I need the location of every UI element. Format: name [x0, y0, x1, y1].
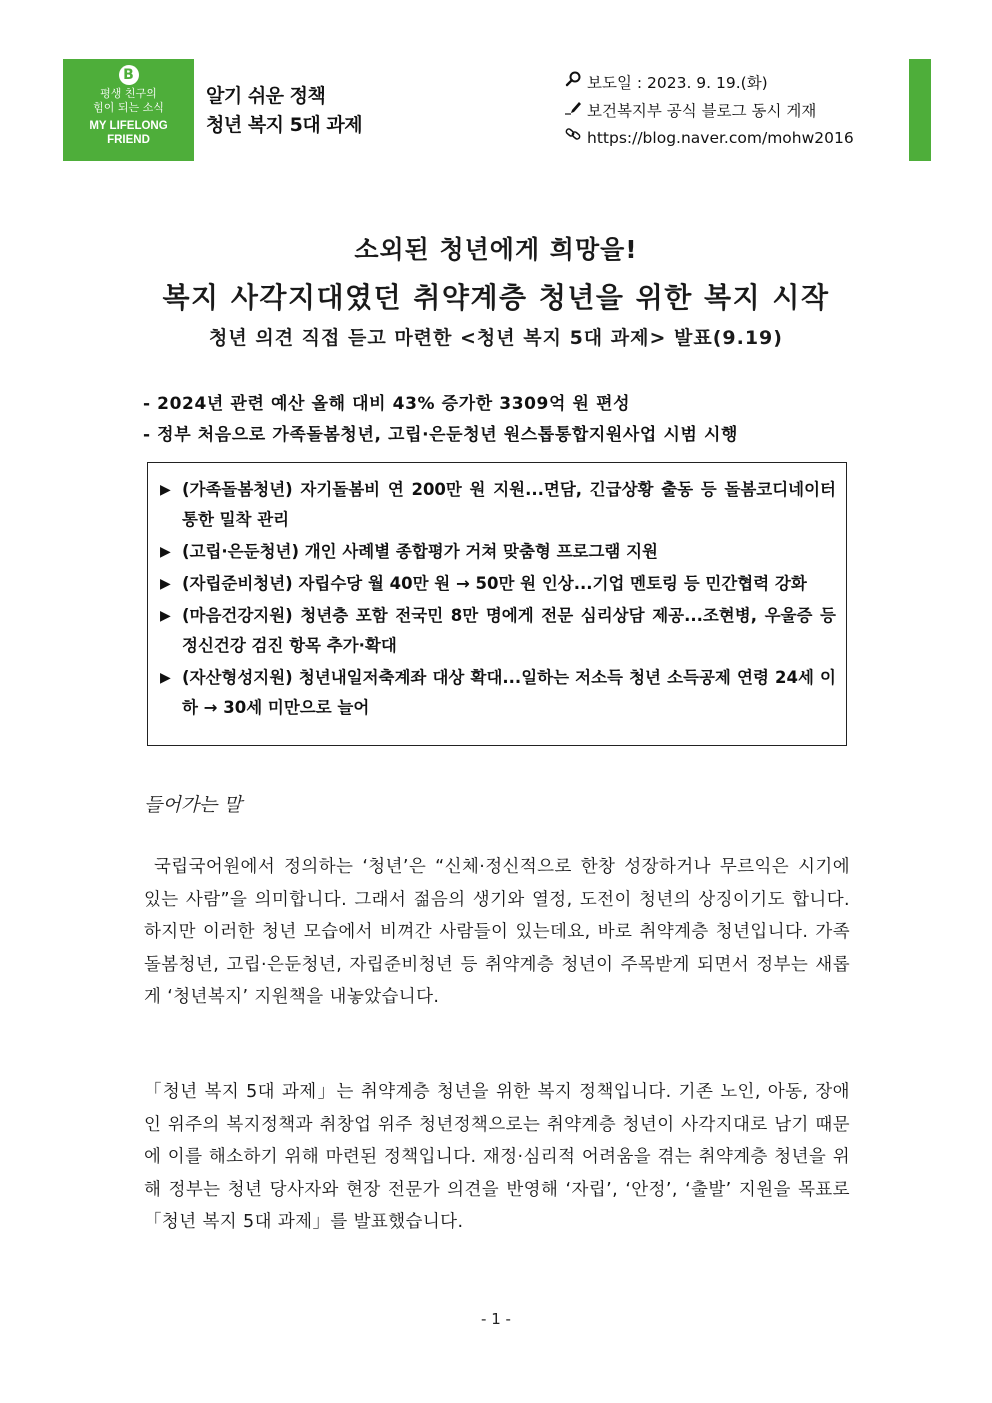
highlight-item: - 정부 처음으로 가족돌봄청년, 고립·은둔청년 원스톱통합지원사업 시범 시행 [143, 425, 739, 445]
meta-link-row[interactable] [565, 125, 854, 153]
logo-b-icon: B [119, 65, 139, 85]
series-heading [206, 82, 362, 140]
meta-date-row [565, 70, 854, 98]
logo-english-1: MY LIFELONG [89, 120, 168, 132]
triangle-bullet-icon: ▶ [160, 482, 171, 498]
summary-text: (가족돌봄청년) 자기돌봄비 연 200만 원 지원...면담, 긴급상황 출동 등 돌봄코디네이터 통한 밀착 관리 [182, 480, 836, 529]
triangle-bullet-icon: ▶ [160, 544, 171, 560]
summary-item [160, 663, 836, 723]
series-title: 알기 쉬운 정책 [206, 85, 326, 107]
summary-text: (자립준비청년) 자립수당 월 40만 원 → 50만 원 인상...기업 멘토링 등 민간협력 강화 [182, 574, 807, 593]
triangle-bullet-icon: ▶ [160, 670, 171, 686]
accent-bar [909, 59, 931, 161]
page-number: - 1 - [481, 1310, 511, 1328]
triangle-bullet-icon: ▶ [160, 608, 171, 624]
logo-english-2: FRIEND [107, 134, 150, 146]
triangle-bullet-icon: ▶ [160, 576, 171, 592]
blog-url-link[interactable]: https://blog.naver.com/mohw2016 [587, 129, 854, 147]
meta-info [565, 70, 854, 153]
logo-tagline-2: 힘이 되는 소식 [93, 101, 164, 114]
summary-box [147, 462, 847, 746]
headline-1: 소외된 청년에게 희망을! [354, 235, 638, 264]
summary-item [160, 569, 836, 599]
logo-tagline-1: 평생 친구의 [100, 87, 157, 100]
highlight-item: - 2024년 관련 예산 올해 대비 43% 증가한 3309억 원 편성 [143, 394, 631, 414]
summary-item [160, 475, 836, 535]
meta-blog-row [565, 98, 854, 126]
pencil-icon [565, 98, 587, 126]
headline-2: 복지 사각지대였던 취약계층 청년을 위한 복지 시작 [162, 281, 830, 314]
headline-subtitle: 청년 의견 직접 듣고 마련한 <청년 복지 5대 과제> 발표(9.19) [209, 327, 783, 349]
body-paragraph: 국립국어원에서 정의하는 ‘청년’은 “신체·정신적으로 한창 성장하거나 무르익은 시기에 있는 사람”을 의미합니다. 그래서 젊음의 생기와 열정, 도전이 청년의 상징이기도 합니다. 하지만 이러한 청년 모습에서 비껴간 사람들이 있는데요, 바로 취약계층 청년입니다. 가족돌봄청년, 고립·은둔청년, 자립준비청년 등 취약계층 청년이 주목받게 되면서 정부는 새롭게 ‘청년복지’ 지원책을 내놓았습니다. [144, 857, 850, 1007]
logo-badge [63, 59, 194, 161]
section-heading: 들어가는 말 [144, 794, 242, 816]
summary-item [160, 601, 836, 661]
series-subtitle: 청년 복지 5대 과제 [206, 114, 363, 136]
blog-notice: 보건복지부 공식 블로그 동시 게재 [587, 101, 817, 120]
summary-text: (마음건강지원) 청년층 포함 전국민 8만 명에게 전문 심리상담 제공...조현병, 우울증 등 정신건강 검진 항목 추가·확대 [182, 606, 836, 655]
release-date: 보도일 : 2023. 9. 19.(화) [587, 74, 768, 92]
link-icon [565, 125, 587, 153]
summary-item [160, 537, 836, 567]
summary-text: (고립·은둔청년) 개인 사례별 종합평가 거쳐 맞춤형 프로그램 지원 [182, 542, 658, 561]
summary-text: (자산형성지원) 청년내일저축계좌 대상 확대...일하는 저소득 청년 소득공제 연령 24세 이하 → 30세 미만으로 늘어 [182, 668, 836, 717]
magnifier-icon [565, 70, 587, 98]
body-paragraph: 「청년 복지 5대 과제」는 취약계층 청년을 위한 복지 정책입니다. 기존 노인, 아동, 장애인 위주의 복지정책과 취창업 위주 청년정책으로는 취약계층 청년이 사각지대로 남기 때문에 이를 해소하기 위해 마련된 정책입니다. 재정·심리적 어려움을 겪는 취약계층 청년을 위해 정부는 청년 당사자와 현장 전문가 의견을 반영해 ‘자립’, ‘안정’, ‘출발’ 지원을 목표로 「청년 복지 5대 과제」를 발표했습니다. [144, 1082, 850, 1232]
highlight-list [143, 389, 738, 451]
